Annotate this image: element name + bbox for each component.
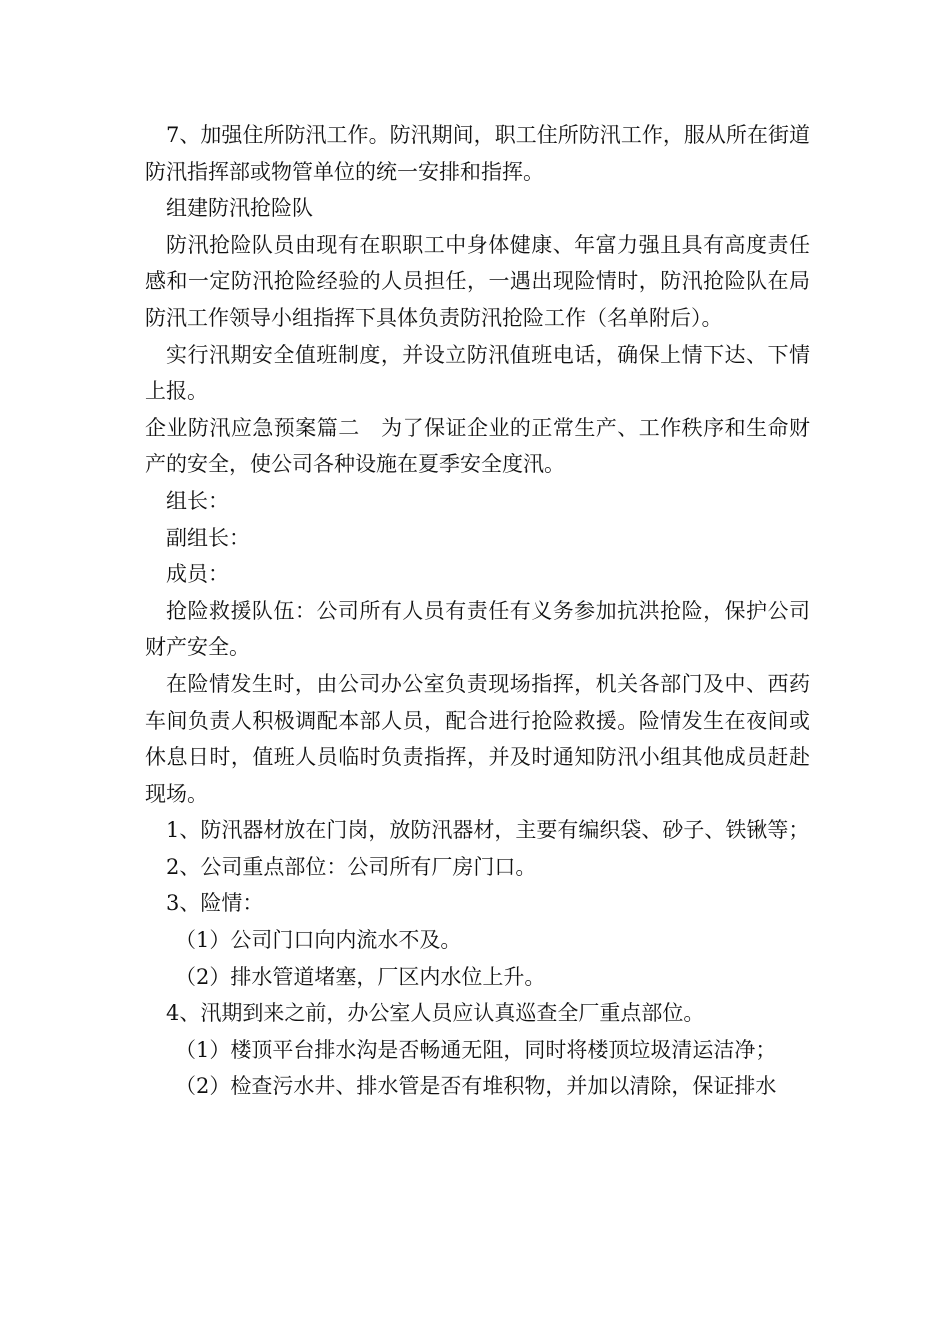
paragraph-housing-flood-work: 7、加强住所防汛工作。防汛期间，职工住所防汛工作，服从所在街道防汛指挥部或物管单位的统一安排和指挥。 [145,123,810,184]
paragraph-deputy-leader: 副组长： [166,525,250,550]
list-item-equipment: 1、防汛器材放在门岗，放防汛器材，主要有编织袋、砂子、铁锹等； [166,818,810,843]
sub-item-gate-water: （1）公司门口向内流水不及。 [175,928,462,953]
sub-item-roof-drain: （1）楼顶平台排水沟是否畅通无阻，同时将楼顶垃圾清运洁净； [175,1037,777,1062]
paragraph-team-leader: 组长： [166,488,229,513]
sub-item-drain-blocked: （2）排水管道堵塞，厂区内水位上升。 [175,964,546,989]
sub-item-sewer-check: （2）检查污水井、排水管是否有堆积物，并加以清除，保证排水 [175,1074,777,1099]
paragraph-emergency-command: 在险情发生时，由公司办公室负责现场指挥，机关各部门及中、西药车间负责人积极调配本部人员，配合进行抢险救援。险情发生在夜间或休息日时，值班人员临时负责指挥，并及时通知防汛小组其他成员赶赴现场。 [145,671,810,806]
list-item-key-locations: 2、公司重点部位：公司所有厂房门口。 [166,854,537,879]
paragraph-members: 成员： [166,562,229,587]
paragraph-rescue-team-members: 防汛抢险队员由现有在职职工中身体健康、年富力强且具有高度责任感和一定防汛抢险经验的人员担任，一遇出现险情时，防汛抢险队在局防汛工作领导小组指挥下具体负责防汛抢险工作（名单附后）。 [145,232,810,330]
paragraph-rescue-force: 抢险救援队伍：公司所有人员有责任有义务参加抗洪抢险，保护公司财产安全。 [145,598,810,660]
document-body [145,117,810,1105]
list-item-hazards: 3、险情： [166,891,264,916]
paragraph-rescue-team-heading: 组建防汛抢险队 [166,196,313,221]
paragraph-duty-system: 实行汛期安全值班制度，并设立防汛值班电话，确保上情下达、下情上报。 [145,342,810,404]
paragraph-plan-two-intro: 企业防汛应急预案篇二 为了保证企业的正常生产、工作秩序和生命财产的安全，使公司各种设施在夏季安全度汛。 [145,415,810,477]
list-item-inspection: 4、汛期到来之前，办公室人员应认真巡查全厂重点部位。 [166,1001,705,1026]
